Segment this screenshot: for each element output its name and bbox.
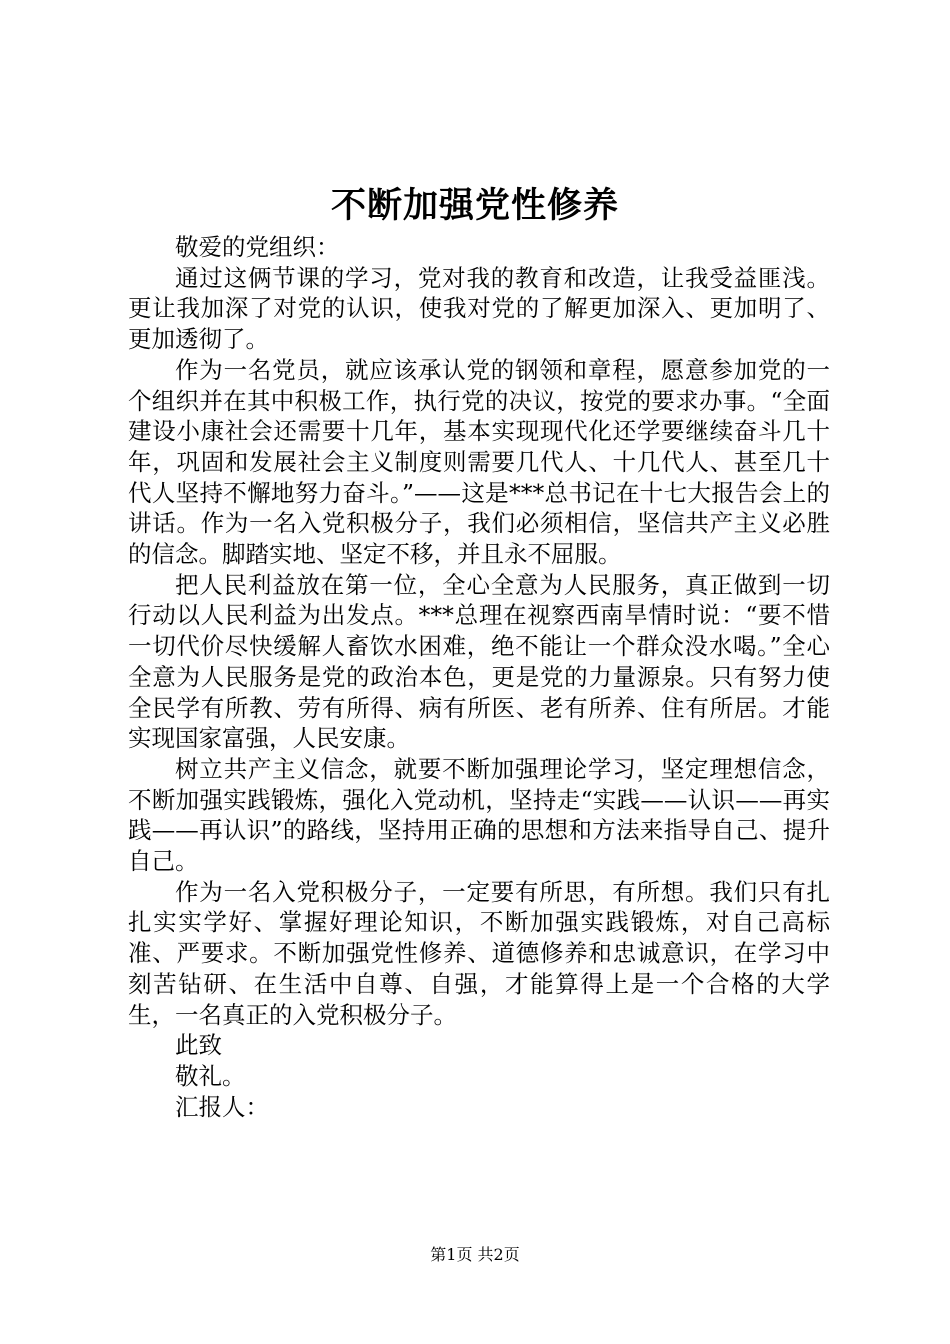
- document-title: 不断加强党性修养: [330, 185, 619, 226]
- paragraph: 作为一名入党积极分子，一定要有所思，有所想。我们只有扎扎实实学好、掌握好理论知识，不断加强实践锻炼，对自己高标准、严要求。不断加强党性修养、道德修养和忠诚意识，在学习中刻苦钻研、在生活中自尊、自强，才能算得上是一个合格的大学生，一名真正的入党积极分子。: [128, 877, 830, 1029]
- closing-line: 敬礼。: [175, 1061, 246, 1090]
- salutation: 敬爱的党组织：: [175, 233, 340, 261]
- paragraph: 通过这俩节课的学习，党对我的教育和改造，让我受益匪浅。更让我加深了对党的认识，使我对党的了解更加深入、更加明了、更加透彻了。: [128, 263, 830, 354]
- closing-line: 此致: [175, 1031, 222, 1060]
- paragraph: 作为一名党员，就应该承认党的钢领和章程，愿意参加党的一个组织并在其中积极工作，执行党的决议，按党的要求办事。“全面建设小康社会还需要十几年，基本实现现代化还学要继续奋斗几十年，巩固和发展社会主义制度则需要几代人、十几代人、甚至几十代人坚持不懈地努力奋斗。”——这是***总书记在十七大报告会上的讲话。作为一名入党积极分子，我们必须相信，坚信共产主义必胜的信念。脚踏实地、坚定不移，并且永不屈服。: [128, 355, 830, 569]
- paragraph: 把人民利益放在第一位，全心全意为人民服务，真正做到一切行动以人民利益为出发点。***总理在视察西南旱情时说：“要不惜一切代价尽快缓解人畜饮水困难，绝不能让一个群众没水喝。”全心全意为人民服务是党的政治本色，更是党的力量源泉。只有努力使全民学有所教、劳有所得、病有所医、老有所养、住有所居。才能实现国家富强，人民安康。: [128, 570, 830, 753]
- document-body: [128, 232, 830, 1122]
- signature-label: 汇报人：: [175, 1092, 269, 1121]
- page-footer: 第1页 共2页: [430, 1245, 520, 1264]
- paragraph: 树立共产主义信念，就要不断加强理论学习，坚定理想信念，不断加强实践锻炼，强化入党动机，坚持走“实践——认识——再实践——再认识”的路线，坚持用正确的思想和方法来指导自己、提升自己。: [128, 754, 830, 876]
